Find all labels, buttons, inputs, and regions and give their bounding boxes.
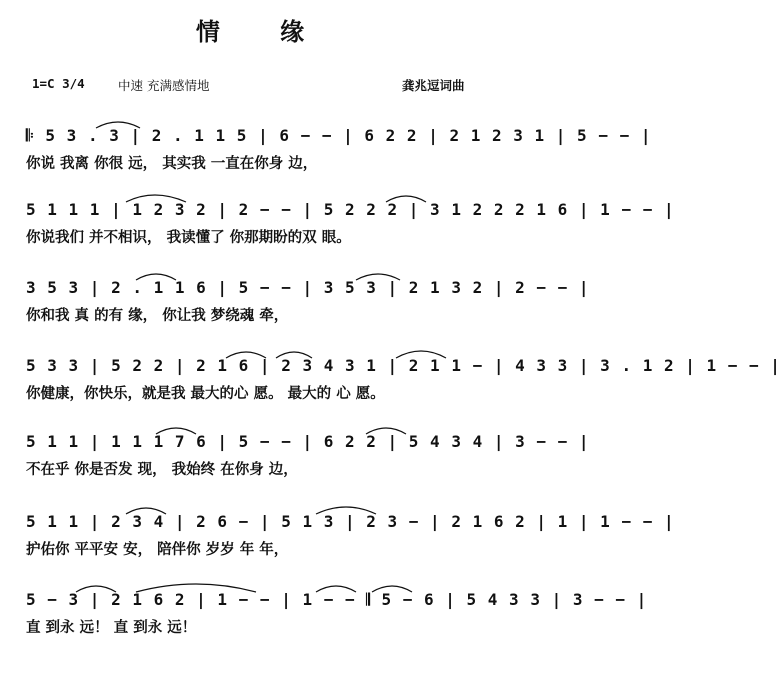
tempo-marking: 中速 充满感情地 [118, 78, 210, 93]
slur-marks [26, 422, 488, 436]
notation-line: 5 1 1 1 | 1 2 3 2 | 2 − − | 5 2 2 2 | 3 1 2 2 2 1 6 | 1 − − | [26, 200, 675, 219]
slur-marks [26, 580, 488, 594]
notation-line: 3 5 3 | 2 . 1 1 6 | 5 − − | 3 5 3 | 2 1 3 2 | 2 − − | [26, 278, 590, 297]
lyrics-line: 你健康，你快乐，就是我 最大的心 愿。 最大的 心 愿。 [26, 386, 385, 402]
lyrics-line: 你说我们 并不相识， 我读懂了 你那期盼的双 眼。 [26, 230, 351, 246]
lyrics-line: 护佑你 平平安 安， 陪伴你 岁岁 年 年， [26, 542, 289, 558]
slur-marks [26, 502, 488, 516]
lyrics-line: 你说 我离 你很 远， 其实我 一直在你身 边， [26, 156, 318, 172]
score-line-5 [26, 432, 590, 478]
notation-line: 5 1 1 | 1 1 1 7 6 | 5 − − | 6 2 2 | 5 4 3 4 | 3 − − | [26, 432, 590, 451]
score-line-2 [26, 200, 675, 246]
score-line-3 [26, 278, 590, 324]
notation-line: 𝄆 5 3 . 3 | 2 . 1 1 5 | 6 − − | 6 2 2 | 2 1 2 3 1 | 5 − − | [26, 126, 652, 145]
score-line-7 [26, 590, 648, 636]
key-signature: 1=C 3/4 [32, 76, 85, 91]
slur-marks [26, 116, 488, 130]
notation-line: 5 − 3 | 2 1 6 2 | 1 − − | 1 − − 𝄂 5 − 6 | 5 4 3 3 | 3 − − | [26, 590, 648, 609]
notation-line: 5 3 3 | 5 2 2 | 2 1 6 | 2 3 4 3 1 | 2 1 1 − | 4 3 3 | 3 . 1 2 | 1 − − | [26, 356, 781, 375]
score-line-6 [26, 512, 675, 558]
slur-marks [26, 190, 488, 204]
lyrics-line: 你和我 真 的有 缘， 你让我 梦绕魂 牵， [26, 308, 289, 324]
slur-marks [26, 346, 488, 360]
notation-line: 5 1 1 | 2 3 4 | 2 6 − | 5 1 3 | 2 3 − | 2 1 6 2 | 1 | 1 − − | [26, 512, 675, 531]
author-credit: 龚兆逗词曲 [402, 78, 465, 93]
score-line-4 [26, 356, 781, 402]
lyrics-line: 直 到永 远！ 直 到永 远！ [26, 620, 197, 636]
slur-marks [26, 268, 488, 282]
lyrics-line: 不在乎 你是否发 现， 我始终 在你身 边， [26, 462, 298, 478]
score-line-1 [26, 126, 652, 172]
song-title: 情 缘 [195, 17, 331, 46]
